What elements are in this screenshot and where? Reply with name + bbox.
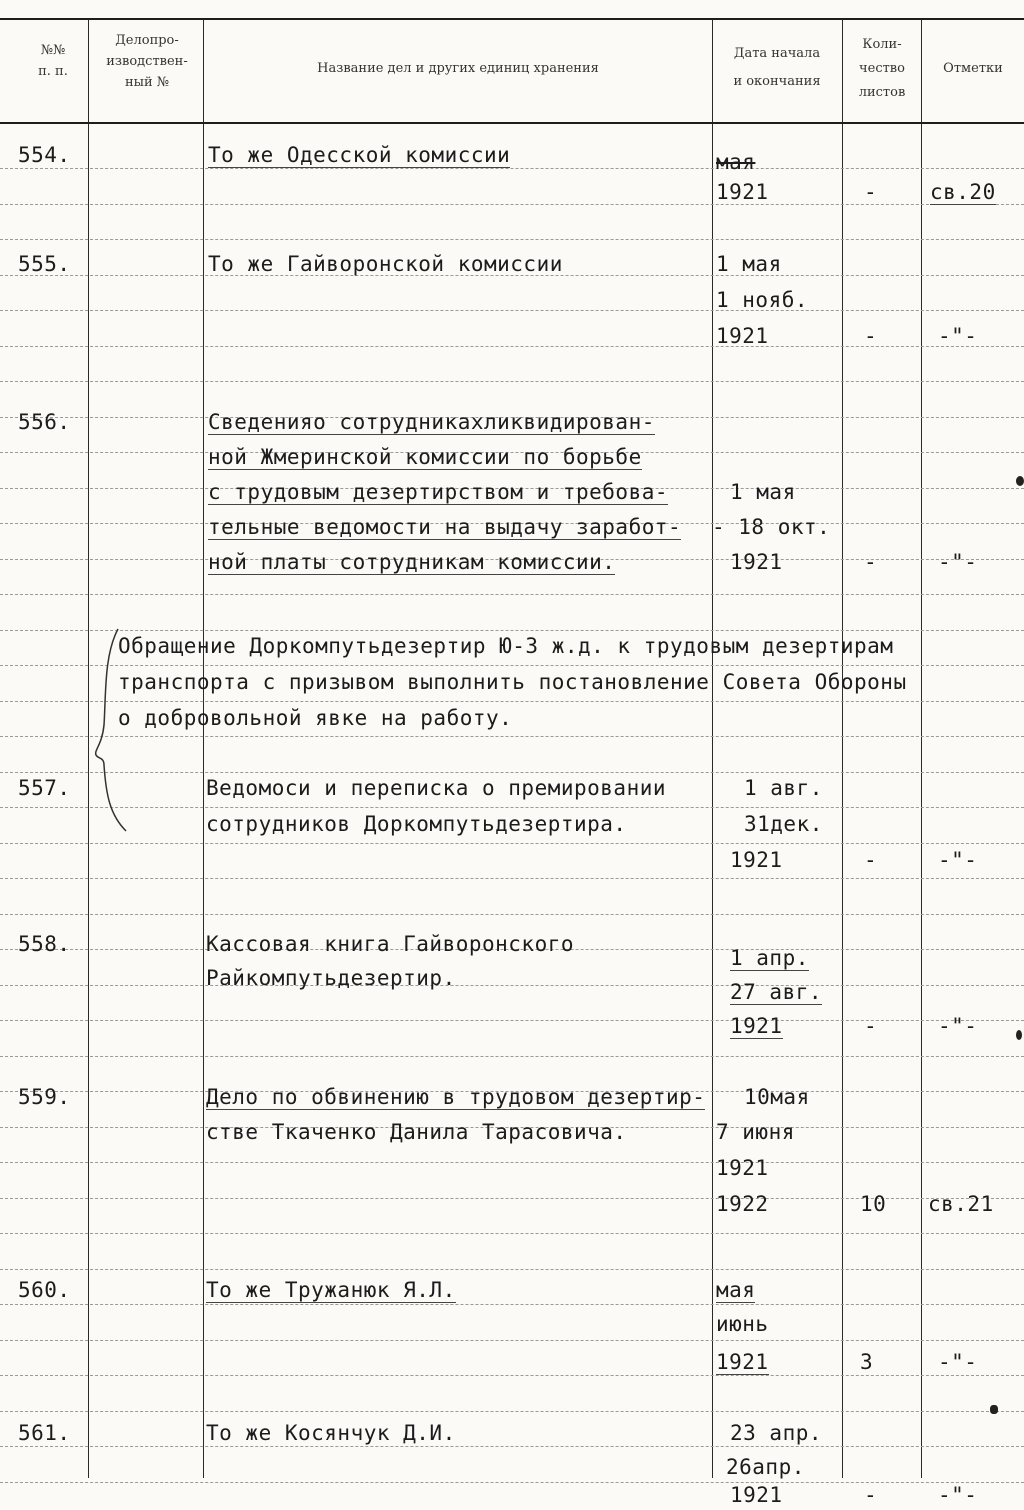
column-divider (842, 18, 843, 1478)
entry-date: мая (716, 150, 756, 174)
ruled-line (0, 168, 1024, 169)
entry-title-line: Ведомоси и переписка о премировании (206, 776, 667, 800)
entry-number: 561. (18, 1421, 71, 1445)
ruled-line (0, 1162, 1024, 1163)
header-title: Название дел и других единиц хранения (317, 61, 599, 76)
entry-date: 23 апр. (730, 1421, 823, 1445)
entry-title-line: ной Жмеринской комиссии по борьбе (208, 445, 642, 469)
header-sheet-count: Коли- чество листов (858, 37, 906, 100)
entry-number: 560. (18, 1278, 71, 1302)
ruled-line (0, 204, 1024, 205)
entry-date: 1 авг. (744, 776, 823, 800)
entry-title-line: То же Гайворонской комиссии (208, 252, 563, 276)
entry-date: 1922 (716, 1192, 769, 1216)
entry-title-line: То же Тружанюк Я.Л. (206, 1278, 456, 1302)
entry-sheet-count: 3 (860, 1350, 874, 1374)
margin-note (118, 628, 907, 736)
header-top-rule (0, 18, 1024, 20)
entry-title-line: Сведенияо сотрудникахликвидирован- (208, 410, 655, 434)
entry-date: 1921 (730, 1483, 783, 1507)
ruled-line (0, 985, 1024, 986)
entry-note: св.21 (928, 1192, 994, 1216)
ruled-line (0, 914, 1024, 915)
entry-date: 1921 (716, 1350, 769, 1374)
ruled-line (0, 772, 1024, 773)
column-divider (712, 18, 713, 1478)
entry-date: 1921 (730, 550, 783, 574)
column-divider (88, 18, 89, 1478)
ruled-line (0, 310, 1024, 311)
entry-note: -"- (938, 1350, 978, 1374)
ruled-line (0, 1269, 1024, 1270)
column-divider (921, 18, 922, 1478)
ruled-line (0, 807, 1024, 808)
ruled-line (0, 736, 1024, 737)
entry-date: 26апр. (726, 1455, 805, 1479)
entry-title-line: с трудовым дезертирством и требова- (208, 480, 669, 504)
margin-note-line: Обращение Доркомпутьдезертир Ю-З ж.д. к трудовым дезертирам (118, 634, 894, 658)
entry-title-line: То же Одесской комиссии (208, 143, 511, 167)
entry-title-line: Кассовая книга Гайворонского (206, 932, 575, 956)
entry-date: - 18 окт. (712, 515, 831, 539)
entry-note: -"- (938, 848, 978, 872)
column-divider (203, 18, 204, 1478)
entry-title-line: тельные ведомости на выдачу заработ- (208, 515, 682, 539)
entry-title-line: стве Ткаченко Данила Тарасовича. (206, 1120, 627, 1144)
ruled-line (0, 1233, 1024, 1234)
entry-sheet-count: 10 (860, 1192, 887, 1216)
entry-note: -"- (938, 324, 978, 348)
entry-date: 1 мая (716, 252, 782, 276)
entry-number: 554. (18, 143, 71, 167)
entry-date: 1921 (730, 848, 783, 872)
entry-sheet-count: - (864, 180, 878, 204)
ink-mark (1016, 476, 1024, 486)
ruled-line (0, 1340, 1024, 1341)
ruled-line (0, 1304, 1024, 1305)
ruled-line (0, 1446, 1024, 1447)
entry-date: 7 июня (716, 1120, 795, 1144)
ruled-line (0, 1056, 1024, 1057)
header-dates: Дата начала и окончания (733, 46, 821, 89)
entry-sheet-count: - (864, 1483, 878, 1507)
entry-date: июнь (716, 1312, 769, 1336)
entry-sheet-count: - (864, 550, 878, 574)
entry-number: 555. (18, 252, 71, 276)
entry-note: -"- (938, 1483, 978, 1507)
ruled-line (0, 843, 1024, 844)
entry-date: 1921 (716, 1156, 769, 1180)
ink-mark (990, 1405, 998, 1414)
ruled-line (0, 381, 1024, 382)
entry-date: 1 апр. (730, 946, 809, 970)
entry-title-line: Дело по обвинению в трудовом дезертир- (206, 1085, 706, 1109)
entry-title-line: То же Косянчук Д.И. (206, 1421, 456, 1445)
entry-date: 1 нояб. (716, 288, 809, 312)
entry-date: 31дек. (744, 812, 823, 836)
entry-date: 1921 (716, 180, 769, 204)
entry-date: мая (716, 1278, 756, 1302)
entry-date: 1921 (730, 1014, 783, 1038)
entry-date: 1 мая (730, 480, 796, 504)
entry-date: 27 авг. (730, 980, 823, 1004)
entry-number: 556. (18, 410, 71, 434)
ruled-line (0, 594, 1024, 595)
entry-title-line: ной платы сотрудникам комиссии. (208, 550, 616, 574)
entry-note: -"- (938, 550, 978, 574)
entry-note: св.20 (930, 180, 996, 204)
entry-sheet-count: - (864, 1014, 878, 1038)
entry-sheet-count: - (864, 848, 878, 872)
entry-note: -"- (938, 1014, 978, 1038)
header-bottom-rule (0, 122, 1024, 124)
entry-number: 558. (18, 932, 71, 956)
ruled-line (0, 1375, 1024, 1376)
entry-title-line: Райкомпутьдезертир. (206, 966, 456, 990)
entry-number: 557. (18, 776, 71, 800)
header-num: №№ п. п. (38, 43, 68, 79)
entry-date: 10мая (744, 1085, 810, 1109)
margin-note-line: транспорта с призывом выполнить постановление Совета Обороны (118, 670, 907, 694)
entry-number: 559. (18, 1085, 71, 1109)
ruled-line (0, 1411, 1024, 1412)
ruled-line (0, 878, 1024, 879)
ink-mark (1016, 1030, 1022, 1040)
header-office-number: Делопро- изводствен- ный № (106, 33, 188, 90)
margin-note-line: о добровольной явке на работу. (118, 706, 513, 730)
entry-sheet-count: - (864, 324, 878, 348)
entry-title-line: сотрудников Доркомпутьдезертира. (206, 812, 627, 836)
entry-date: 1921 (716, 324, 769, 348)
header-notes: Отметки (943, 61, 1003, 76)
ruled-line (0, 239, 1024, 240)
